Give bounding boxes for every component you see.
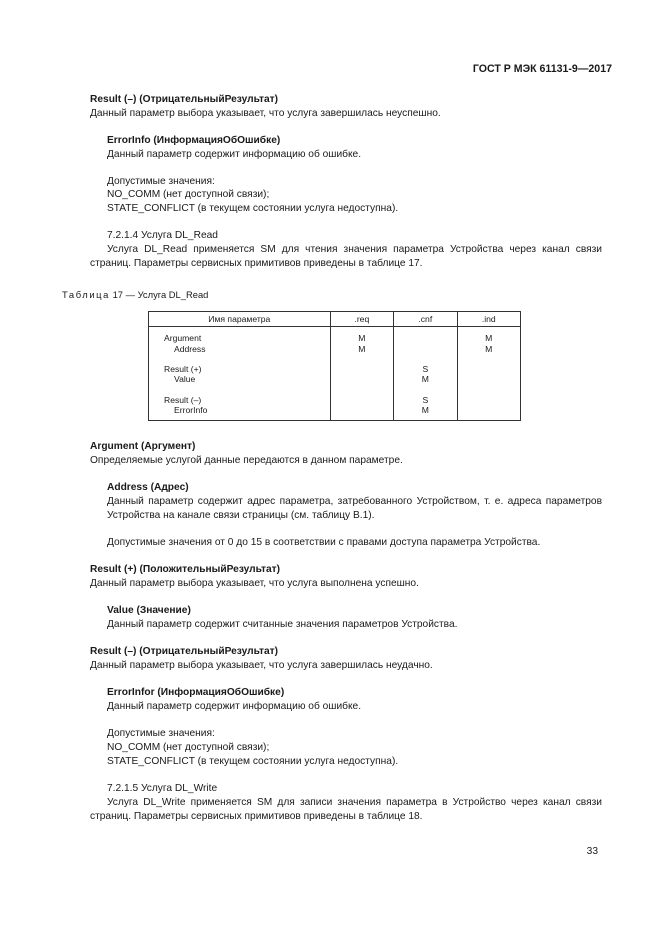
row-result-pos-name: Result (+) [164,363,202,374]
errorinfor-text: Данный параметр содержит информацию об ошибке. [107,701,362,712]
ind-address: M [485,343,493,354]
argument-title: Argument (Аргумент) [90,441,196,452]
cnf-result-neg: S [422,394,429,405]
row-value-name: Value [174,374,196,385]
result-negative-2-text: Данный параметр выбора указывает, что услуга завершилась неудачно. [90,660,433,671]
cnf-result-pos: S [422,363,429,374]
allowed-values-label: Допустимые значения: [107,176,215,187]
value-text: Данный параметр содержит считанные значения параметров Устройства. [107,619,458,630]
allowed-value-2-no-comm: NO_COMM (нет доступной связи); [107,742,270,753]
allowed-value-2-state-conflict: STATE_CONFLICT (в текущем состоянии услуга недоступна). [107,756,399,767]
result-negative-text: Данный параметр выбора указывает, что услуга завершилась неуспешно. [90,108,441,119]
dl-write-paragraph: Услуга DL_Write применяется SM для записи значения параметра в Устройство через канал связи страниц. Параметры сервисных примитивов приведены в таблице 18. [90,797,602,822]
errorinfo-text: Данный параметр содержит информацию об ошибке. [107,149,362,160]
header-ind: .ind [457,312,520,327]
allowed-value-no-comm: NO_COMM (нет доступной связи); [107,189,270,200]
dl-read-paragraph: Услуга DL_Read применяется SM для чтения значения параметра Устройства через канал связи страниц. Параметры сервисных примитивов приведены в таблице 17. [90,244,602,269]
table-caption [62,288,208,302]
result-negative-title: Result (–) (ОтрицательныйРезультат) [90,94,279,105]
section-heading-dl-read: 7.2.1.4 Услуга DL_Read [107,230,218,241]
row-result-neg-name: Result (–) [164,394,202,405]
address-text: Данный параметр содержит адрес параметра, затребованного Устройством, т. е. адреса параметров Устройства на канале связи страницы (см. таблицу B.1). [107,496,602,521]
cnf-cell [394,327,457,421]
result-negative-2-title: Result (–) (ОтрицательныйРезультат) [90,646,279,657]
req-argument: M [358,333,366,343]
header-cnf: .cnf [394,312,457,327]
document-id: ГОСТ Р МЭК 61131-9—2017 [472,63,612,75]
table-body-row [149,327,521,421]
table-header-row [149,312,521,327]
result-positive-text: Данный параметр выбора указывает, что услуга выполнена успешно. [90,578,419,589]
allowed-value-state-conflict: STATE_CONFLICT (в текущем состоянии услуга недоступна). [107,203,399,214]
req-cell [330,327,393,421]
address-title: Address (Адрес) [107,482,189,493]
header-parameter-name: Имя параметра [149,312,331,327]
section-heading-dl-write: 7.2.1.5 Услуга DL_Write [107,783,218,794]
table-caption-title: 17 — Услуга DL_Read [109,289,209,300]
parameter-names-cell [149,327,331,421]
argument-text: Определяемые услугой данные передаются в данном параметре. [90,455,403,466]
header-req: .req [330,312,393,327]
address-allowed-values: Допустимые значения от 0 до 15 в соответствии с правами доступа параметра Устройства. [107,537,541,548]
errorinfor-title: ErrorInfor (ИнформацияОбОшибке) [107,687,285,698]
result-positive-title: Result (+) (ПоложительныйРезультат) [90,564,281,575]
cnf-value: M [421,374,429,385]
row-address-name: Address [174,343,206,354]
ind-cell [457,327,520,421]
row-errorinfo-name: ErrorInfo [174,405,208,416]
row-argument-name: Argument [164,333,202,343]
allowed-values-2-label: Допустимые значения: [107,728,215,739]
req-address: M [358,343,366,354]
errorinfo-title: ErrorInfo (ИнформацияОбОшибке) [107,135,281,146]
table-dl-read [148,311,521,421]
table-caption-prefix: Таблица [62,289,110,300]
value-title: Value (Значение) [107,605,191,616]
ind-argument: M [485,333,493,343]
page-number: 33 [586,846,598,857]
cnf-errorinfo: M [421,405,429,416]
